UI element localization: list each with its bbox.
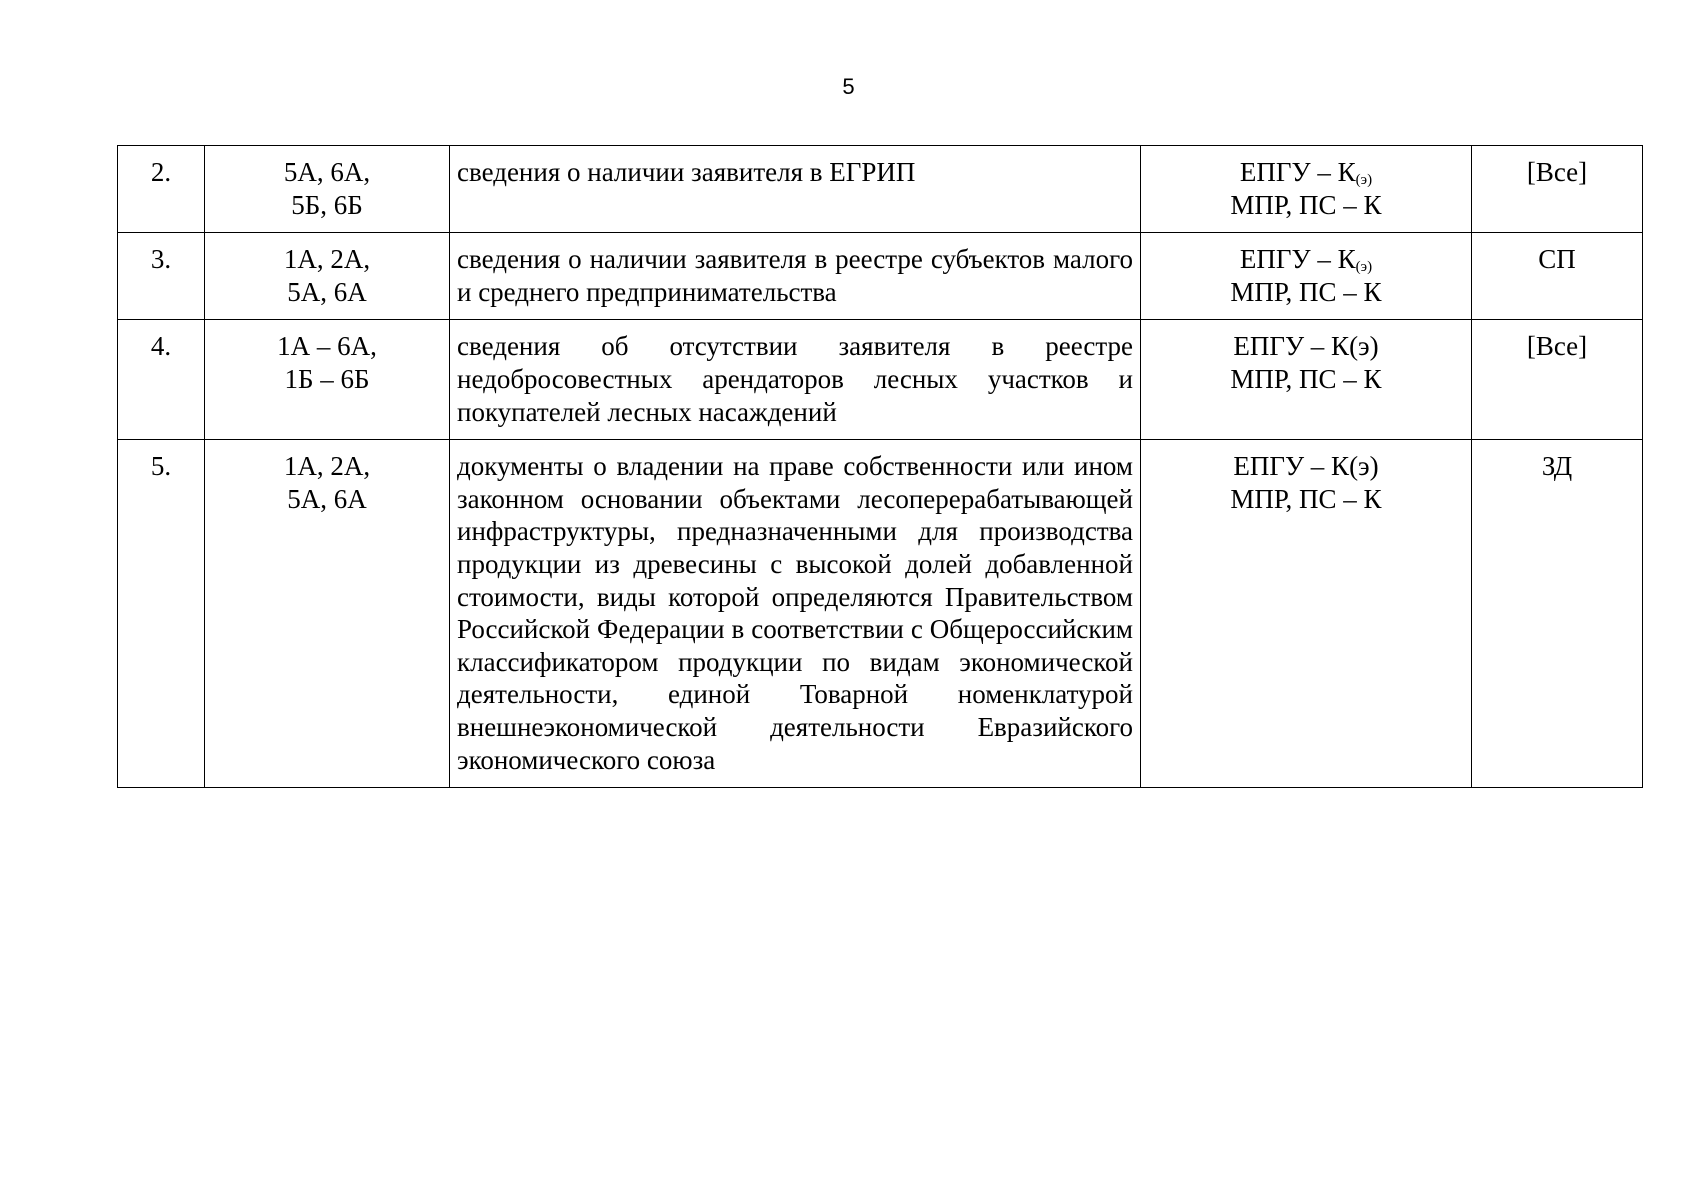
row-source xyxy=(1141,146,1472,233)
row-codes xyxy=(205,320,450,440)
row-description: сведения о наличии заявителя в ЕГРИП xyxy=(450,146,1141,233)
source-line: МПР, ПС – К xyxy=(1230,363,1382,394)
row-source xyxy=(1141,233,1472,320)
source-line: МПР, ПС – К xyxy=(1230,483,1382,514)
source-line xyxy=(1148,156,1464,189)
row-codes xyxy=(205,233,450,320)
source-line: МПР, ПС – К xyxy=(1230,276,1382,307)
source-main: ЕПГУ – К(э) xyxy=(1233,451,1379,482)
row-category: СП xyxy=(1472,233,1643,320)
source-line xyxy=(1148,330,1464,363)
code-line: 5А, 6А xyxy=(287,483,367,514)
code-line: 5А, 6А, xyxy=(283,157,371,187)
code-line: 1Б – 6Б xyxy=(284,363,370,394)
source-line: МПР, ПС – К xyxy=(1230,189,1382,220)
row-description: документы о владении на праве собственности или ином законном основании объектами лесоперерабатывающей инфраструктуры, предназначенными для производства продукции из древесины с высокой долей добавленной стоимости, виды которой определяются Правительством Российской Федерации в соответствии с Общероссийским классификатором продукции по видам экономической деятельности, единой Товарной номенклатурой внешнеэкономической деятельности Евразийского экономического союза xyxy=(450,440,1141,788)
row-number: 5. xyxy=(118,440,205,788)
row-source xyxy=(1141,320,1472,440)
table-row xyxy=(118,146,1643,233)
row-number: 2. xyxy=(118,146,205,233)
source-sub: (э) xyxy=(1355,259,1373,276)
row-codes xyxy=(205,146,450,233)
source-main: ЕПГУ – К(э) xyxy=(1233,331,1379,362)
source-line xyxy=(1148,450,1464,483)
row-category: [Все] xyxy=(1472,320,1643,440)
code-line: 1А – 6А, xyxy=(277,331,377,362)
row-source xyxy=(1141,440,1472,788)
source-main: ЕПГУ – К xyxy=(1239,244,1356,275)
source-line xyxy=(1148,243,1464,276)
services-table xyxy=(117,145,1643,788)
code-line: 1А, 2А, xyxy=(283,451,371,482)
row-description: сведения об отсутствии заявителя в реестре недобросовестных арендаторов лесных участков и покупателей лесных насаждений xyxy=(450,320,1141,440)
source-main: ЕПГУ – К xyxy=(1239,157,1356,187)
table-row xyxy=(118,440,1643,788)
row-number: 4. xyxy=(118,320,205,440)
table-row xyxy=(118,320,1643,440)
table-row xyxy=(118,233,1643,320)
row-codes xyxy=(205,440,450,788)
row-description: сведения о наличии заявителя в реестре субъектов малого и среднего предпринимательства xyxy=(450,233,1141,320)
code-line: 5А, 6А xyxy=(287,276,367,307)
row-category: [Все] xyxy=(1472,146,1643,233)
page-number: 5 xyxy=(842,74,855,99)
code-line: 5Б, 6Б xyxy=(291,189,363,220)
row-category: ЗД xyxy=(1472,440,1643,788)
source-sub: (э) xyxy=(1355,172,1373,188)
code-line: 1А, 2А, xyxy=(283,244,371,275)
row-number: 3. xyxy=(118,233,205,320)
